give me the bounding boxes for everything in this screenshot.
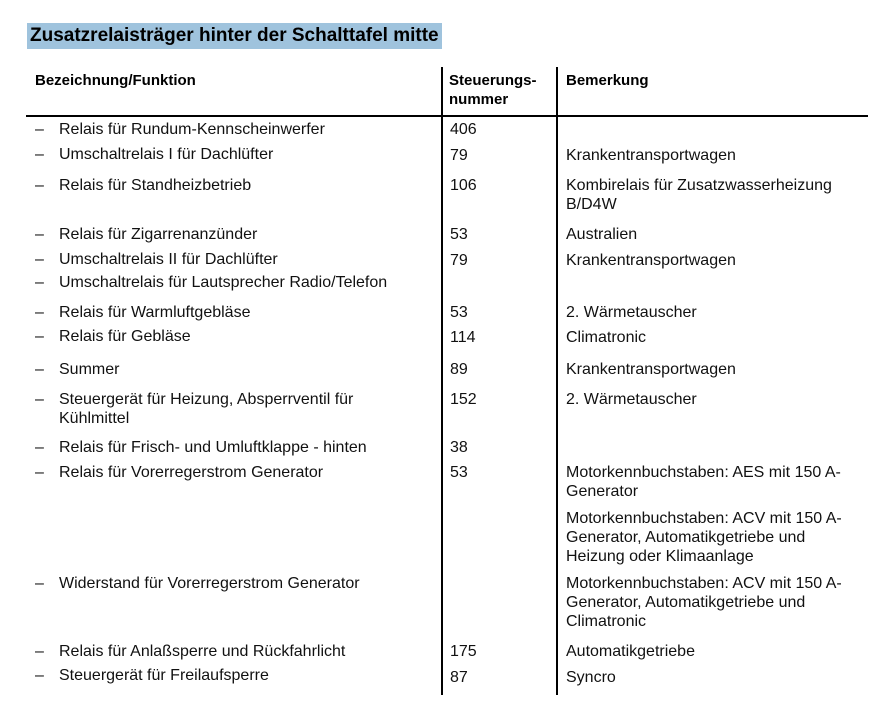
row-number: 175 (450, 643, 477, 660)
row-dash: – (35, 667, 44, 684)
row-function: Steuergerät für Freilaufsperre (59, 667, 269, 684)
row-function: Relais für Frisch- und Umluftklappe - hinten (59, 439, 367, 456)
row-number: 114 (450, 329, 476, 346)
row-remark: Krankentransportwagen (566, 361, 736, 378)
header-rule (26, 115, 868, 117)
row-dash: – (35, 251, 44, 268)
row-remark: 2. Wärmetauscher (566, 391, 697, 408)
row-dash: – (35, 361, 44, 378)
row-number: 406 (450, 121, 477, 138)
row-function: Relais für Rundum-Kennscheinwerfer (59, 121, 325, 138)
row-number: 106 (450, 177, 477, 194)
row-number: 87 (450, 669, 468, 686)
row-function: Umschaltrelais für Lautsprecher Radio/Telefon (59, 274, 388, 291)
row-number: 79 (450, 147, 468, 164)
row-dash: – (35, 177, 44, 194)
row-dash: – (35, 575, 44, 592)
row-function: Umschaltrelais II für Dachlüfter (59, 251, 278, 268)
row-remark: 2. Wärmetauscher (566, 304, 697, 321)
row-dash: – (35, 464, 44, 481)
row-dash: – (35, 304, 44, 321)
row-remark: Motorkennbuchstaben: ACV mit 150 A-Generator, Automatikgetriebe und Heizung oder Klimaanlage (566, 510, 842, 565)
row-function: Relais für Standheizbetrieb (59, 177, 252, 194)
page-title: Zusatzrelaisträger hinter der Schalttafel mitte (27, 23, 442, 49)
row-remark: Motorkennbuchstaben: AES mit 150 A-Generator (566, 464, 841, 500)
row-function: Widerstand für Vorerregerstrom Generator (59, 575, 360, 592)
row-remark: Krankentransportwagen (566, 147, 736, 164)
row-number: 89 (450, 361, 468, 378)
row-dash: – (35, 226, 44, 243)
row-number: 53 (450, 226, 468, 243)
column-divider-2 (556, 67, 558, 695)
row-function: Relais für Gebläse (59, 328, 191, 345)
row-remark: Motorkennbuchstaben: ACV mit 150 A-Generator, Automatikgetriebe und Climatronic (566, 575, 842, 630)
row-dash: – (35, 439, 44, 456)
row-number: 53 (450, 304, 468, 321)
row-remark: Automatikgetriebe (566, 643, 695, 660)
column-header-function: Bezeichnung/Funktion (35, 72, 196, 89)
row-function: Relais für Zigarrenanzünder (59, 226, 258, 243)
row-remark: Krankentransportwagen (566, 252, 736, 269)
row-function: Relais für Warmluftgebläse (59, 304, 251, 321)
row-remark: Climatronic (566, 329, 647, 346)
column-header-remark: Bemerkung (566, 72, 649, 89)
column-divider-1 (441, 67, 443, 695)
row-dash: – (35, 274, 44, 291)
row-function: Steuergerät für Heizung, Absperrventil für Kühlmittel (59, 391, 354, 427)
row-function: Relais für Vorerregerstrom Generator (59, 464, 324, 481)
row-remark: Syncro (566, 669, 616, 686)
row-function: Summer (59, 361, 120, 378)
row-number: 79 (450, 252, 468, 269)
column-header-control-number-line2: nummer (449, 91, 509, 108)
row-number: 152 (450, 391, 477, 408)
column-header-control-number-line1: Steuerungs- (449, 72, 537, 89)
row-dash: – (35, 391, 44, 408)
row-dash: – (35, 328, 44, 345)
row-number: 53 (450, 464, 468, 481)
row-function: Relais für Anlaßsperre und Rückfahrlicht (59, 643, 346, 660)
row-remark: Kombirelais für Zusatzwasserheizung B/D4W (566, 177, 832, 213)
row-dash: – (35, 643, 44, 660)
row-dash: – (35, 146, 44, 163)
row-remark: Australien (566, 226, 638, 243)
row-function: Umschaltrelais I für Dachlüfter (59, 146, 274, 163)
row-number: 38 (450, 439, 468, 456)
row-dash: – (35, 121, 44, 138)
